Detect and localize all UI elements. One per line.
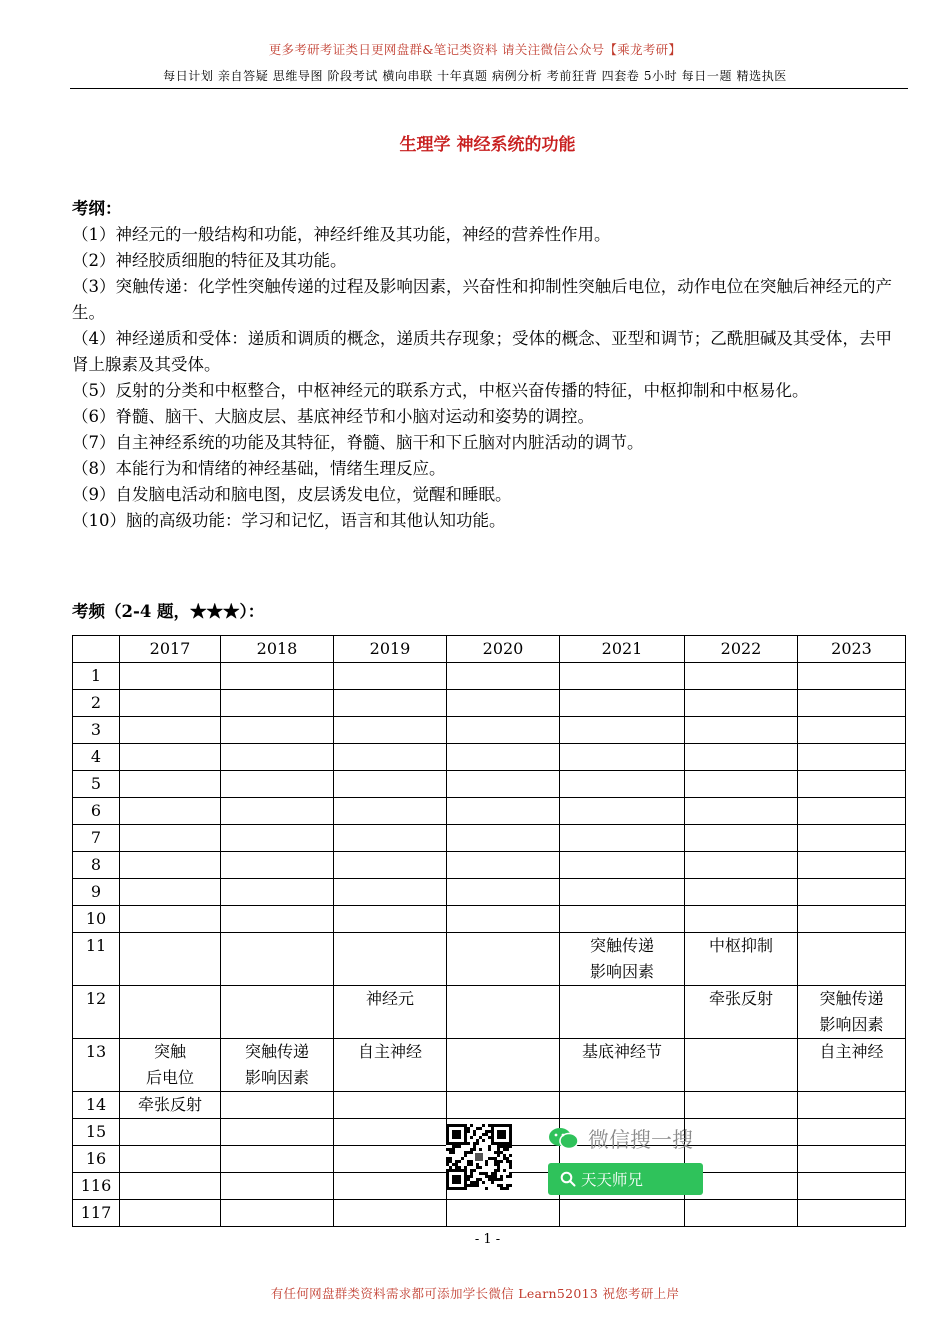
header-divider: [70, 88, 908, 89]
topic-cell: [447, 798, 560, 825]
topic-cell: [560, 1039, 685, 1092]
topic-cell: [120, 663, 221, 690]
row-number: 9: [73, 879, 120, 906]
topic-cell: [120, 879, 221, 906]
row-number: 15: [73, 1119, 120, 1146]
syllabus-heading: 考纲：: [72, 199, 122, 218]
table-row: [73, 1092, 906, 1119]
topic-cell: [447, 986, 560, 1039]
table-row: [73, 663, 906, 690]
topic-text: 牵张反射: [708, 989, 773, 1008]
topic-cell: [447, 879, 560, 906]
topic-cell: [120, 1146, 221, 1173]
topic-cell: [560, 663, 685, 690]
year-header: 2020: [447, 636, 560, 663]
topic-cell: [685, 852, 798, 879]
topic-cell: [221, 1173, 334, 1200]
topic-cell: [798, 933, 906, 986]
topic-text: 自主神经: [357, 1042, 422, 1061]
corner-cell: [73, 636, 120, 663]
table-row: [73, 771, 906, 798]
topic-cell: [221, 1092, 334, 1119]
row-number: 2: [73, 690, 120, 717]
topic-cell: [798, 852, 906, 879]
topic-cell: [685, 744, 798, 771]
topic-cell: [120, 986, 221, 1039]
topic-cell: [221, 663, 334, 690]
topic-cell: [560, 744, 685, 771]
topic-text: 突触传递: [819, 989, 884, 1008]
wechat-account-label: 天天师兄: [581, 1171, 644, 1189]
topic-cell: [120, 933, 221, 986]
topic-cell: [221, 852, 334, 879]
table-header-row: [73, 636, 906, 663]
topic-cell: [560, 1092, 685, 1119]
topic-cell: [447, 1039, 560, 1092]
table-row: [73, 690, 906, 717]
topic-cell: [334, 852, 447, 879]
topic-cell: [685, 798, 798, 825]
topic-cell: [447, 744, 560, 771]
topic-cell: [798, 879, 906, 906]
topic-cell: [560, 986, 685, 1039]
topic-cell: [685, 1092, 798, 1119]
topic-cell: [560, 879, 685, 906]
table-row: [73, 933, 906, 986]
table-row: [73, 717, 906, 744]
topic-text: 影响因素: [244, 1068, 309, 1087]
topic-cell: [560, 933, 685, 986]
topic-cell: [120, 1173, 221, 1200]
wechat-icon: [548, 1126, 580, 1152]
topic-cell: [798, 986, 906, 1039]
topic-cell: [221, 771, 334, 798]
table-row: [73, 986, 906, 1039]
topic-text: 突触传递: [589, 936, 654, 955]
topic-cell: [221, 906, 334, 933]
topic-cell: [798, 825, 906, 852]
topic-cell: [334, 825, 447, 852]
row-number: 14: [73, 1092, 120, 1119]
topic-cell: [120, 852, 221, 879]
topic-cell: [685, 1200, 798, 1227]
topic-cell: [685, 1039, 798, 1092]
year-header: 2019: [334, 636, 447, 663]
topic-cell: [447, 825, 560, 852]
row-number: 11: [73, 933, 120, 986]
topic-cell: [221, 690, 334, 717]
topic-text: 后电位: [145, 1068, 194, 1087]
topic-cell: [334, 744, 447, 771]
row-number: 13: [73, 1039, 120, 1092]
topic-cell: [334, 1200, 447, 1227]
syllabus-item: （10）脑的高级功能：学习和记忆，语言和其他认知功能。: [72, 511, 506, 530]
year-header: 2021: [560, 636, 685, 663]
syllabus-item: （1）神经元的一般结构和功能，神经纤维及其功能，神经的营养性作用。: [72, 225, 611, 244]
topic-text: 影响因素: [819, 1015, 884, 1034]
syllabus-item: （5）反射的分类和中枢整合，中枢神经元的联系方式，中枢兴奋传播的特征，中枢抑制和中枢易化。: [72, 381, 809, 400]
topic-cell: [798, 1119, 906, 1146]
topic-cell: [221, 1039, 334, 1092]
topic-cell: [798, 1173, 906, 1200]
wechat-account-button[interactable]: [548, 1163, 703, 1195]
syllabus-section: [72, 196, 892, 534]
topic-cell: [685, 879, 798, 906]
topic-cell: [221, 825, 334, 852]
header-promo-text: 更多考研考证类日更网盘群&笔记类资料 请关注微信公众号【乘龙考研】: [268, 42, 682, 57]
topic-text: 神经元: [365, 989, 414, 1008]
topic-cell: [334, 798, 447, 825]
topic-cell: [221, 933, 334, 986]
topic-cell: [120, 906, 221, 933]
topic-cell: [560, 1200, 685, 1227]
row-number: 5: [73, 771, 120, 798]
topic-cell: [334, 1146, 447, 1173]
page-number: - 1 -: [474, 1232, 501, 1247]
row-number: 12: [73, 986, 120, 1039]
table-row: [73, 852, 906, 879]
topic-text: 突触传递: [244, 1042, 309, 1061]
topic-cell: [221, 986, 334, 1039]
year-header: 2018: [221, 636, 334, 663]
syllabus-item: （2）神经胶质细胞的特征及其功能。: [72, 251, 347, 270]
syllabus-item: （3）突触传递：化学性突触传递的过程及影响因素，兴奋性和抑制性突触后电位，动作电位在突触后神经元的产生。: [72, 277, 892, 322]
topic-cell: [334, 1092, 447, 1119]
topic-cell: [221, 1119, 334, 1146]
wechat-search-badge: [548, 1124, 708, 1154]
table-row: [73, 1039, 906, 1092]
header-services-text: 每日计划 亲自答疑 思维导图 阶段考试 横向串联 十年真题 病例分析 考前狂背 四套卷 5小时 每日一题 精选执医: [163, 69, 787, 83]
topic-cell: [685, 663, 798, 690]
topic-cell: [120, 1200, 221, 1227]
row-number: 6: [73, 798, 120, 825]
topic-cell: [560, 798, 685, 825]
topic-cell: [334, 879, 447, 906]
topic-cell: [685, 906, 798, 933]
topic-cell: [798, 744, 906, 771]
topic-cell: [120, 1039, 221, 1092]
topic-cell: [334, 663, 447, 690]
topic-cell: [120, 771, 221, 798]
frequency-heading: 考频（2-4 题，★★★）：: [72, 602, 265, 621]
topic-cell: [447, 1200, 560, 1227]
row-number: 8: [73, 852, 120, 879]
topic-cell: [798, 717, 906, 744]
syllabus-item: （7）自主神经系统的功能及其特征，脊髓、脑干和下丘脑对内脏活动的调节。: [72, 433, 644, 452]
topic-text: 突触: [153, 1042, 186, 1061]
year-header: 2022: [685, 636, 798, 663]
topic-cell: [560, 825, 685, 852]
topic-cell: [221, 717, 334, 744]
year-header: 2023: [798, 636, 906, 663]
topic-cell: [334, 986, 447, 1039]
topic-cell: [798, 690, 906, 717]
row-number: 117: [73, 1200, 120, 1227]
topic-cell: [120, 825, 221, 852]
topic-cell: [120, 744, 221, 771]
topic-cell: [685, 717, 798, 744]
table-row: [73, 798, 906, 825]
topic-cell: [560, 771, 685, 798]
table-row: [73, 906, 906, 933]
topic-cell: [334, 690, 447, 717]
syllabus-item: （9）自发脑电活动和脑电图，皮层诱发电位，觉醒和睡眠。: [72, 485, 512, 504]
topic-cell: [798, 1039, 906, 1092]
topic-cell: [120, 690, 221, 717]
topic-cell: [120, 1092, 221, 1119]
topic-cell: [560, 690, 685, 717]
year-header: 2017: [120, 636, 221, 663]
topic-cell: [560, 906, 685, 933]
topic-cell: [221, 1146, 334, 1173]
topic-cell: [560, 852, 685, 879]
topic-text: 中枢抑制: [708, 936, 773, 955]
topic-cell: [334, 933, 447, 986]
topic-cell: [334, 906, 447, 933]
topic-cell: [798, 906, 906, 933]
topic-cell: [334, 717, 447, 744]
topic-cell: [798, 1146, 906, 1173]
syllabus-item: （6）脊髓、脑干、大脑皮层、基底神经节和小脑对运动和姿势的调控。: [72, 407, 594, 426]
topic-cell: [798, 663, 906, 690]
topic-cell: [447, 663, 560, 690]
footer-promo-text: 有任何网盘群类资料需求都可添加学长微信 Learn52013 祝您考研上岸: [270, 1286, 680, 1301]
syllabus-item: （8）本能行为和情绪的神经基础，情绪生理反应。: [72, 459, 446, 478]
topic-cell: [798, 798, 906, 825]
topic-cell: [798, 1092, 906, 1119]
topic-cell: [221, 744, 334, 771]
topic-text: 基底神经节: [581, 1042, 662, 1061]
topic-cell: [560, 717, 685, 744]
topic-cell: [447, 852, 560, 879]
topic-cell: [221, 1200, 334, 1227]
topic-cell: [685, 825, 798, 852]
topic-cell: [447, 717, 560, 744]
topic-text: 自主神经: [819, 1042, 884, 1061]
row-number: 4: [73, 744, 120, 771]
row-number: 10: [73, 906, 120, 933]
topic-cell: [685, 771, 798, 798]
topic-cell: [334, 1119, 447, 1146]
topic-cell: [334, 1039, 447, 1092]
topic-cell: [447, 771, 560, 798]
row-number: 3: [73, 717, 120, 744]
search-icon: [560, 1171, 576, 1187]
topic-cell: [798, 1200, 906, 1227]
topic-cell: [685, 690, 798, 717]
row-number: 1: [73, 663, 120, 690]
table-row: [73, 879, 906, 906]
table-row: [73, 1200, 906, 1227]
row-number: 116: [73, 1173, 120, 1200]
topic-cell: [447, 1092, 560, 1119]
qr-code-image: [446, 1124, 512, 1190]
topic-cell: [120, 1119, 221, 1146]
topic-cell: [447, 906, 560, 933]
topic-cell: [685, 933, 798, 986]
topic-cell: [334, 771, 447, 798]
topic-cell: [221, 879, 334, 906]
topic-cell: [685, 986, 798, 1039]
syllabus-item: （4）神经递质和受体：递质和调质的概念，递质共存现象；受体的概念、亚型和调节；乙酰胆碱及其受体，去甲肾上腺素及其受体。: [72, 329, 892, 374]
topic-text: 牵张反射: [137, 1095, 202, 1114]
topic-cell: [221, 798, 334, 825]
wechat-search-label: 微信搜一搜: [588, 1128, 693, 1152]
row-number: 7: [73, 825, 120, 852]
row-number: 16: [73, 1146, 120, 1173]
topic-cell: [447, 933, 560, 986]
topic-text: 影响因素: [589, 962, 654, 981]
topic-cell: [447, 690, 560, 717]
topic-cell: [798, 771, 906, 798]
document-title: 生理学 神经系统的功能: [399, 135, 576, 155]
table-row: [73, 825, 906, 852]
topic-cell: [120, 798, 221, 825]
topic-cell: [120, 717, 221, 744]
table-row: [73, 744, 906, 771]
topic-cell: [334, 1173, 447, 1200]
